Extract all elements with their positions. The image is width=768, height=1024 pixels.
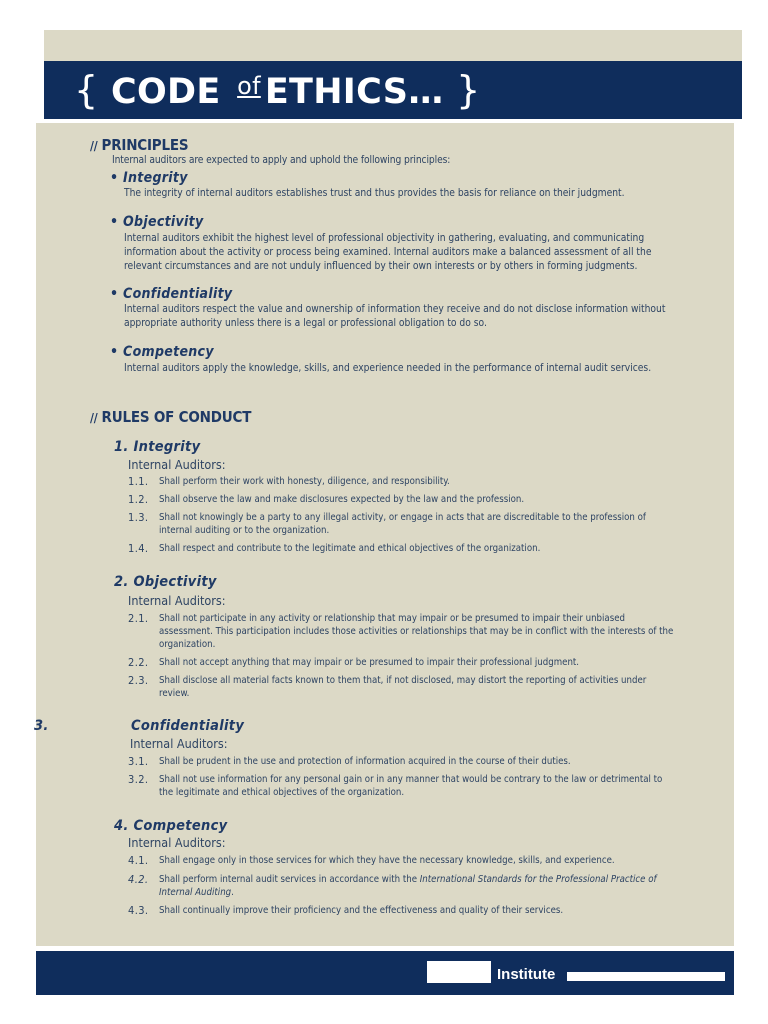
rule-item-text: Shall continually improve their proficiency and the effectiveness and quality of their services. [159, 905, 564, 916]
rule-item-text [159, 873, 679, 899]
rule-item [128, 542, 679, 555]
title-ethics: ETHICS… [264, 72, 444, 112]
rule-item-number: 1.1. [128, 475, 149, 488]
principle-body: Internal auditors respect the value and ownership of information they receive and do not disclose information without appropriate authority unless there is a legal or professional obligation to do so. [124, 304, 666, 329]
principle-body: The integrity of internal auditors establishes trust and thus provides the basis for reliance on their judgment. [124, 188, 625, 199]
close-brace: } [456, 68, 481, 112]
rule-item-text: Shall perform their work with honesty, diligence, and responsibility. [159, 476, 450, 487]
principle-title: • Competency [110, 344, 214, 360]
rule-item-number: 1.4. [128, 542, 149, 555]
rule-section-heading [114, 574, 217, 590]
rule-section-heading [114, 818, 227, 834]
rule-item-number: 1.3. [128, 511, 149, 524]
principle-body: Internal auditors apply the knowledge, skills, and experience needed in the performance of internal audit services. [124, 363, 652, 374]
principles-intro: Internal auditors are expected to apply and uphold the following principles: [112, 155, 451, 166]
rule-item-text: Shall respect and contribute to the legitimate and ethical objectives of the organization. [159, 543, 541, 554]
rule-item-text: Shall not accept anything that may impair or be presumed to impair their professional judgment. [159, 657, 580, 668]
rule-item [128, 873, 679, 899]
rule-item-text: Shall observe the law and make disclosures expected by the law and the profession. [159, 494, 525, 505]
rule-section-number: 4. [114, 818, 129, 834]
rule-item [128, 511, 679, 537]
rule-item-number: 3.2. [128, 773, 149, 786]
rule-item [128, 773, 679, 799]
header-band [44, 30, 742, 61]
rule-item-text: Shall not participate in any activity or relationship that may impair or be presumed to impair their unbiased assessment. This participation includes those activities or relationships that may be in conflict with the interests of the organization. [159, 613, 674, 650]
rule-item-text: Shall engage only in those services for which they have the necessary knowledge, skills, and experience. [159, 855, 615, 866]
rule-item-text: Shall be prudent in the use and protection of information acquired in the course of their duties. [159, 756, 571, 767]
rule-item-text: Shall not use information for any personal gain or in any manner that would be contrary to the law or detrimental to the legitimate and ethical objectives of the organization. [159, 774, 663, 798]
principle-body: Internal auditors exhibit the highest level of professional objectivity in gathering, evaluating, and communicating information about the activity or process being examined. Internal auditors make a balanced assessment of all the relevant circumstances and are not unduly influenced by their own interests or by others in forming judgments. [124, 233, 652, 272]
heading-prefix: // [90, 411, 98, 425]
rule-section-title: Confidentiality [131, 718, 245, 734]
heading-text: RULES OF CONDUCT [101, 408, 252, 426]
title-code: CODE [110, 72, 221, 112]
rule-item [128, 854, 679, 867]
rule-item [128, 904, 679, 917]
heading-prefix: // [90, 139, 98, 153]
rule-item-text-part: Shall perform internal audit services in accordance with the [159, 874, 420, 885]
rule-item-text: Shall disclose all material facts known to them that, if not disclosed, may distort the reporting of activities under review. [159, 675, 647, 699]
rule-item [128, 612, 679, 651]
heading-text: PRINCIPLES [101, 136, 189, 154]
rule-item-text: Shall not knowingly be a party to any illegal activity, or engage in acts that are discreditable to the profession of internal auditing or to the organization. [159, 512, 646, 536]
rule-section-number: 2. [114, 574, 129, 590]
footer-redacted-block [567, 972, 725, 981]
principles-heading [90, 136, 188, 154]
footer-bar [36, 951, 734, 995]
open-brace: { [74, 68, 99, 112]
standards-title: International Standards for the Professional Practice of Internal Auditing [159, 874, 657, 898]
rule-item-number: 2.3. [128, 674, 149, 687]
rule-section-subtitle: Internal Auditors: [128, 835, 226, 850]
rule-item [128, 755, 679, 768]
principle-title: • Objectivity [110, 214, 204, 230]
principle-title: • Integrity [110, 170, 188, 186]
rule-section-title: Objectivity [133, 574, 217, 590]
title-of: of [237, 72, 261, 100]
rule-section-number: 1. [114, 439, 129, 455]
rule-item-number: 4.2. [128, 873, 149, 886]
rule-item [128, 475, 679, 488]
rule-section-subtitle: Internal Auditors: [128, 457, 226, 472]
rule-section-subtitle: Internal Auditors: [130, 736, 228, 751]
rule-item-number: 2.2. [128, 656, 149, 669]
rule-section-heading [114, 439, 200, 455]
rule-item-number: 3.1. [128, 755, 149, 768]
rule-item-number: 1.2. [128, 493, 149, 506]
rule-section-number: 3. [34, 718, 49, 734]
rule-section-title: Integrity [133, 439, 201, 455]
footer-institute-text: Institute [497, 966, 556, 983]
rule-item-number: 2.1. [128, 612, 149, 625]
rule-item-number: 4.1. [128, 854, 149, 867]
rule-item [128, 656, 679, 669]
rule-item [128, 674, 679, 700]
rule-item-text-part: . [231, 887, 234, 898]
rules-heading [90, 408, 251, 426]
rule-item [128, 493, 679, 506]
footer-logo-block [427, 961, 491, 983]
rule-item-number: 4.3. [128, 904, 149, 917]
principle-title: • Confidentiality [110, 286, 233, 302]
rule-section-subtitle: Internal Auditors: [128, 593, 226, 608]
title-bar [44, 61, 742, 119]
page-title [74, 68, 481, 112]
rule-section-title: Competency [133, 818, 228, 834]
